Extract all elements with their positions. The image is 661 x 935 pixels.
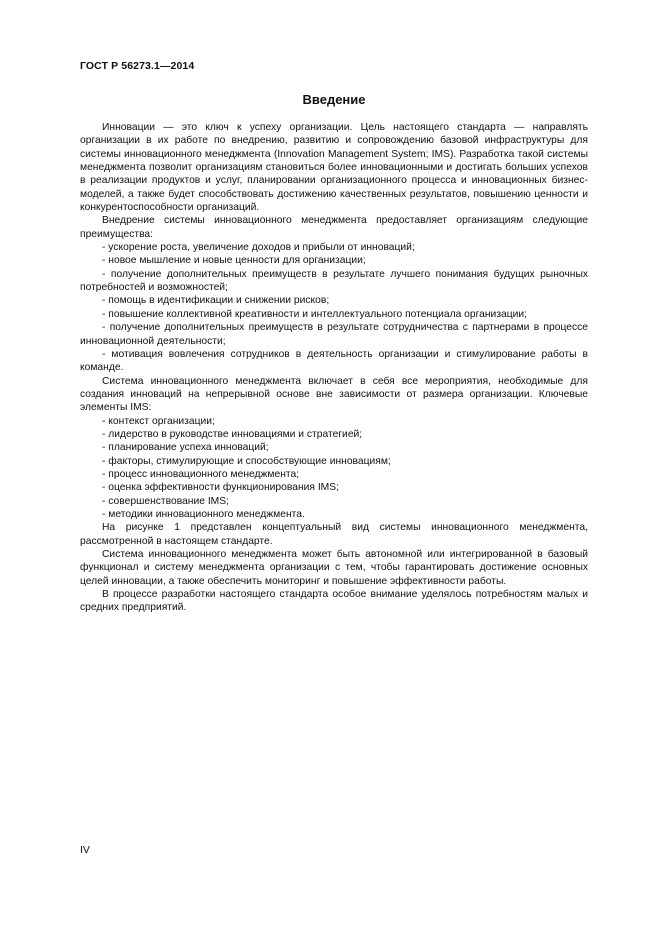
list-item: - факторы, стимулирующие и способствующие инновациям; bbox=[102, 455, 391, 467]
page-number: IV bbox=[80, 844, 90, 856]
list-item: - получение дополнительных преимуществ в результате сотрудничества с партнерами в процессе инновационной деятельности; bbox=[80, 322, 588, 347]
paragraph-intro: Инновации — это ключ к успеху организации. Цель настоящего стандарта — направлять организации в их работе по внедрению, развитию и сопровождению базовой инфраструктуры для системы инновационного менеджмента (Innovation Management System; IMS). Разработка такой системы менеджмента позволит организациям становиться более инновационными и достигать больших успехов в реализации продуктов и услуг, планировании организационного процесса и инновационных бизнес-моделей, а также будет способствовать достижению качественных результатов, повышению ценности и конкурентоспособности организаций. bbox=[80, 122, 588, 214]
list-item: - контекст организации; bbox=[102, 415, 215, 427]
list-item: - планирование успеха инноваций; bbox=[102, 442, 269, 454]
list-item: - процесс инновационного менеджмента; bbox=[102, 468, 300, 480]
list-item: - новое мышление и новые ценности для организации; bbox=[102, 255, 366, 267]
paragraph-integration: Система инновационного менеджмента может быть автономной или интегрированной в базовый функционал и систему менеджмента организации с тем, чтобы гарантировать достижение основных целей инновации, а также обеспечить мониторинг и повышение эффективности работы. bbox=[80, 549, 588, 587]
list-item: - оценка эффективности функционирования IMS; bbox=[102, 482, 339, 494]
document-header: ГОСТ Р 56273.1—2014 bbox=[80, 60, 195, 72]
list-item: - лидерство в руководстве инновациями и стратегией; bbox=[102, 428, 363, 440]
paragraph-figure-reference: На рисунке 1 представлен концептуальный вид системы инновационного менеджмента, рассмотренной в настоящем стандарте. bbox=[80, 522, 588, 547]
list-item: - методики инновационного менеджмента. bbox=[102, 508, 305, 520]
list-item: - мотивация вовлечения сотрудников в деятельность организации и стимулирование работы в команде. bbox=[80, 348, 588, 374]
list-item: - повышение коллективной креативности и интеллектуального потенциала организации; bbox=[102, 308, 528, 320]
benefits-list bbox=[80, 241, 588, 374]
list-item: - ускорение роста, увеличение доходов и прибыли от инноваций; bbox=[102, 242, 415, 254]
section-title: Введение bbox=[302, 92, 366, 107]
section-body bbox=[80, 121, 588, 615]
list-item: - получение дополнительных преимуществ в результате лучшего понимания будущих рыночных потребностей и возможностей; bbox=[80, 268, 588, 294]
paragraph-sme-focus: В процессе разработки настоящего стандарта особое внимание уделялось потребностям малых и средних предприятий. bbox=[80, 589, 588, 614]
list-item: - совершенствование IMS; bbox=[102, 495, 229, 507]
elements-list bbox=[80, 415, 588, 522]
paragraph-benefits-intro: Внедрение системы инновационного менеджмента предоставляет организациям следующие преимущества: bbox=[80, 215, 588, 240]
paragraph-elements-intro: Система инновационного менеджмента включает в себя все мероприятия, необходимые для создания инноваций на непрерывной основе вне зависимости от размера организации. Ключевые элементы IMS: bbox=[80, 375, 588, 414]
list-item: - помощь в идентификации и снижении рисков; bbox=[102, 295, 330, 307]
